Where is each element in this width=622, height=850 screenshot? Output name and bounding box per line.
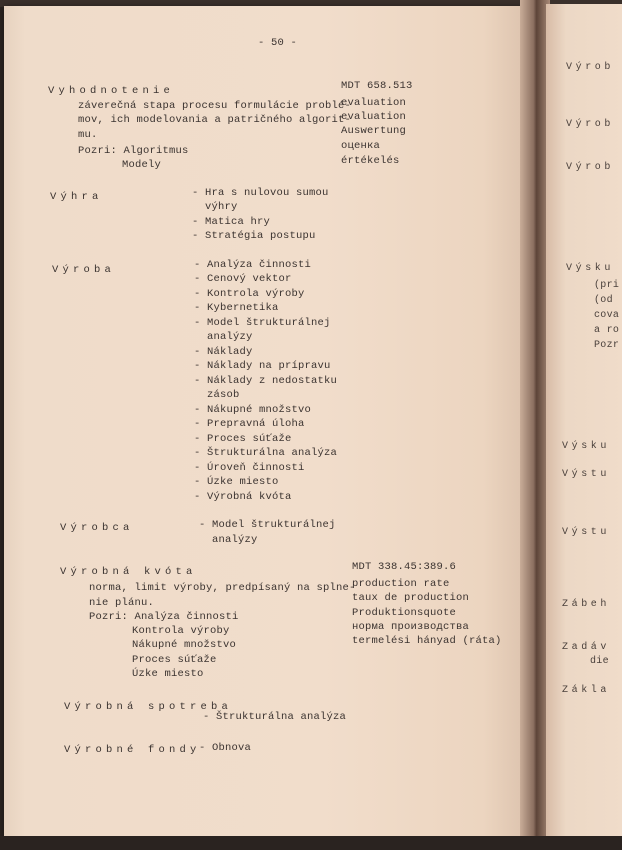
cross-ref: analýzy — [194, 331, 253, 343]
pozri-ref: Proces súťaže — [132, 654, 217, 666]
cross-ref: zásob — [194, 389, 240, 401]
cross-ref: - Náklady na prípravu — [194, 360, 331, 372]
next-page-headword: Zadáv — [562, 642, 611, 653]
next-page-fragment: a ro — [594, 325, 620, 336]
next-page-fragment: cova — [594, 310, 620, 321]
translation: оценка — [341, 140, 381, 152]
headword-vyhodnotenie: Vyhodnotenie — [48, 85, 175, 97]
translation: evaluation — [341, 111, 407, 123]
cross-ref: - Náklady z nedostatku — [194, 375, 338, 387]
definition-line: mov, ich modelovania a patričného algorit- — [78, 114, 352, 126]
translation: értékelés — [341, 155, 400, 167]
next-page-headword: Výsku — [562, 441, 611, 452]
cross-ref: - Cenový vektor — [194, 273, 292, 285]
cross-ref: - Štrukturálna analýza — [194, 447, 338, 459]
cross-ref: - Obnova — [199, 742, 252, 754]
translation: taux de production — [352, 592, 470, 604]
translation: Auswertung — [341, 125, 407, 137]
page-number: - 50 - — [258, 37, 298, 49]
pozri-ref: Úzke miesto — [132, 668, 204, 680]
cross-ref: - Stratégia postupu — [192, 230, 316, 242]
cross-ref: - Úroveň činnosti — [194, 462, 305, 474]
next-page-fragment: Pozr — [594, 340, 620, 351]
pozri-ref: Nákupné množstvo — [132, 639, 237, 651]
pozri-label: Pozri: Analýza činnosti — [89, 611, 239, 623]
cross-ref: - Analýza činnosti — [194, 259, 312, 271]
cross-ref: - Kybernetika — [194, 302, 279, 314]
definition-line: nie plánu. — [89, 597, 155, 609]
cross-ref: výhry — [192, 201, 238, 213]
headword-vyrobna-kvota: Výrobná kvóta — [60, 566, 197, 578]
pozri-label: Pozri: Algoritmus — [78, 145, 189, 157]
headword-vyrobna-spotreba: Výrobná spotreba — [64, 701, 233, 713]
next-page-headword: Výsku — [566, 263, 615, 274]
cross-ref: - Štrukturálna analýza — [203, 711, 347, 723]
cross-ref: - Matica hry — [192, 216, 271, 228]
translation: Produktionsquote — [352, 607, 457, 619]
next-page-fragment: (od — [594, 295, 613, 306]
mdt-code: MDT 658.513 — [341, 80, 413, 92]
definition-line: norma, limit výroby, predpísaný na splne- — [89, 582, 356, 594]
translation: production rate — [352, 578, 450, 590]
cross-ref: - Úzke miesto — [194, 476, 279, 488]
next-page-headword: Výstu — [562, 527, 611, 538]
translation: termelési hányad (ráta) — [352, 635, 502, 647]
definition-line: mu. — [78, 129, 98, 141]
cross-ref: - Model štrukturálnej — [194, 317, 331, 329]
cross-ref: - Hra s nulovou sumou — [192, 187, 329, 199]
cross-ref: analýzy — [199, 534, 258, 546]
headword-vyrobca: Výrobca — [60, 522, 134, 534]
pozri-ref: Modely — [122, 159, 162, 171]
bottom-edge — [0, 836, 622, 850]
translation: evaluation — [341, 97, 407, 109]
next-page-headword: Výrob — [566, 162, 615, 173]
translation: норма производства — [352, 621, 470, 633]
headword-vyhra: Výhra — [50, 191, 103, 203]
cross-ref: - Náklady — [194, 346, 253, 358]
headword-vyrobne-fondy: Výrobné fondy — [64, 744, 201, 756]
cross-ref: - Proces súťaže — [194, 433, 292, 445]
cross-ref: - Nákupné množstvo — [194, 404, 312, 416]
mdt-code: MDT 338.45:389.6 — [352, 561, 457, 573]
next-page-headword: Zábeh — [562, 599, 611, 610]
cross-ref: - Kontrola výroby — [194, 288, 305, 300]
next-page-headword: Výrob — [566, 62, 615, 73]
next-page-fragment: (pri — [594, 280, 620, 291]
cross-ref: - Prepravná úloha — [194, 418, 305, 430]
next-page-headword: Výrob — [566, 119, 615, 130]
pozri-ref: Kontrola výroby — [132, 625, 230, 637]
next-page-fragment: die — [590, 656, 609, 667]
cross-ref: - Výrobná kvóta — [194, 491, 292, 503]
cross-ref: - Model štrukturálnej — [199, 519, 336, 531]
next-page-headword: Výstu — [562, 469, 611, 480]
next-page-headword: Zákla — [562, 685, 611, 696]
headword-vyroba: Výroba — [52, 264, 116, 276]
definition-line: záverečná stapa procesu formulácie problé- — [78, 100, 352, 112]
